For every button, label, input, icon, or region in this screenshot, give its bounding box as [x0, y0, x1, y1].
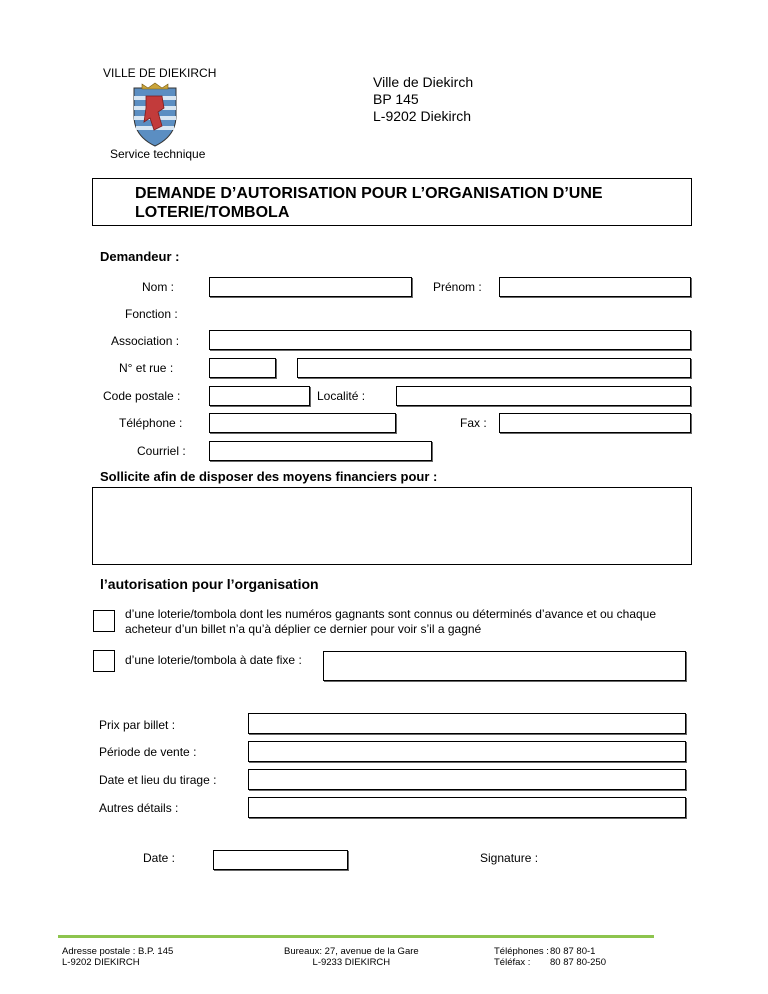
- option1-line: d’une loterie/tombola dont les numéros gagnants sont connus ou déterminés d’avance et ou chaque: [125, 607, 657, 621]
- date-label: Date :: [143, 851, 176, 865]
- code-postal-field[interactable]: [209, 386, 310, 406]
- footer-bureaux: [284, 946, 419, 968]
- tirage-field[interactable]: [248, 769, 686, 790]
- localite-field[interactable]: [396, 386, 691, 406]
- prix-label: Prix par billet :: [99, 718, 176, 732]
- title-line: LOTERIE/TOMBOLA: [135, 204, 290, 221]
- footer-postal: [62, 946, 173, 968]
- option1-checkbox[interactable]: [93, 610, 115, 632]
- footer-line: Bureaux: 27, avenue de la Gare: [284, 946, 419, 957]
- association-field[interactable]: [209, 330, 691, 350]
- association-label: Association :: [111, 334, 180, 348]
- footer-fax-label: Téléfax :: [494, 957, 531, 968]
- periode-label: Période de vente :: [99, 745, 197, 759]
- applicant-heading: Demandeur :: [100, 249, 180, 264]
- localite-label: Localité :: [317, 389, 366, 403]
- prenom-field[interactable]: [499, 277, 691, 297]
- date-fixe-field[interactable]: [323, 651, 686, 681]
- telephone-field[interactable]: [209, 413, 396, 433]
- address-line: Ville de Diekirch: [373, 74, 474, 90]
- purpose-heading: Sollicite afin de disposer des moyens financiers pour :: [100, 469, 438, 484]
- footer-tel-label: Téléphones :: [494, 946, 549, 957]
- option1-text: [125, 607, 656, 637]
- periode-field[interactable]: [248, 741, 686, 762]
- address-line: BP 145: [373, 91, 419, 107]
- footer-line: L-9202 DIEKIRCH: [62, 957, 140, 968]
- fax-field[interactable]: [499, 413, 691, 433]
- footer-line: Adresse postale : B.P. 145: [62, 946, 174, 957]
- signature-label: Signature :: [480, 851, 539, 865]
- telephone-label: Téléphone :: [119, 416, 183, 430]
- footer-phones: [494, 946, 606, 968]
- house-number-field[interactable]: [209, 358, 276, 378]
- address-line: L-9202 Diekirch: [373, 108, 472, 124]
- authorization-heading: l’autorisation pour l’organisation: [100, 576, 319, 592]
- tirage-label: Date et lieu du tirage :: [99, 773, 217, 787]
- sender-address: [373, 74, 473, 125]
- fax-label: Fax :: [460, 416, 487, 430]
- autres-field[interactable]: [248, 797, 686, 818]
- date-field[interactable]: [213, 850, 348, 870]
- option2-checkbox[interactable]: [93, 650, 115, 672]
- option1-line: acheteur d’un billet n’a qu’à déplier ce dernier pour voir s’il a gagné: [125, 622, 482, 636]
- footer-rule: [58, 935, 654, 938]
- coat-of-arms: [128, 82, 182, 148]
- nom-label: Nom :: [142, 280, 175, 294]
- title-line: DEMANDE D’AUTORISATION POUR L’ORGANISATION D’UNE: [135, 185, 603, 202]
- fonction-label: Fonction :: [125, 307, 178, 321]
- nom-field[interactable]: [209, 277, 412, 297]
- courriel-field[interactable]: [209, 441, 432, 461]
- footer-line: L-9233 DIEKIRCH: [312, 957, 391, 968]
- code-postal-label: Code postale :: [103, 389, 181, 403]
- autres-label: Autres détails :: [99, 801, 179, 815]
- footer-tel-value: 80 87 80-1: [550, 946, 596, 957]
- rue-label: N° et rue :: [119, 361, 174, 375]
- town-name: VILLE DE DIEKIRCH: [103, 66, 217, 80]
- courriel-label: Courriel :: [137, 444, 186, 458]
- street-field[interactable]: [297, 358, 691, 378]
- title-box: [92, 178, 692, 226]
- prenom-label: Prénom :: [433, 280, 482, 294]
- option2-label: d’une loterie/tombola à date fixe :: [125, 653, 302, 667]
- footer-fax-value: 80 87 80-250: [550, 957, 606, 968]
- department-name: Service technique: [110, 147, 206, 161]
- purpose-textarea[interactable]: [92, 487, 692, 565]
- form-title: [135, 184, 603, 222]
- prix-field[interactable]: [248, 713, 686, 734]
